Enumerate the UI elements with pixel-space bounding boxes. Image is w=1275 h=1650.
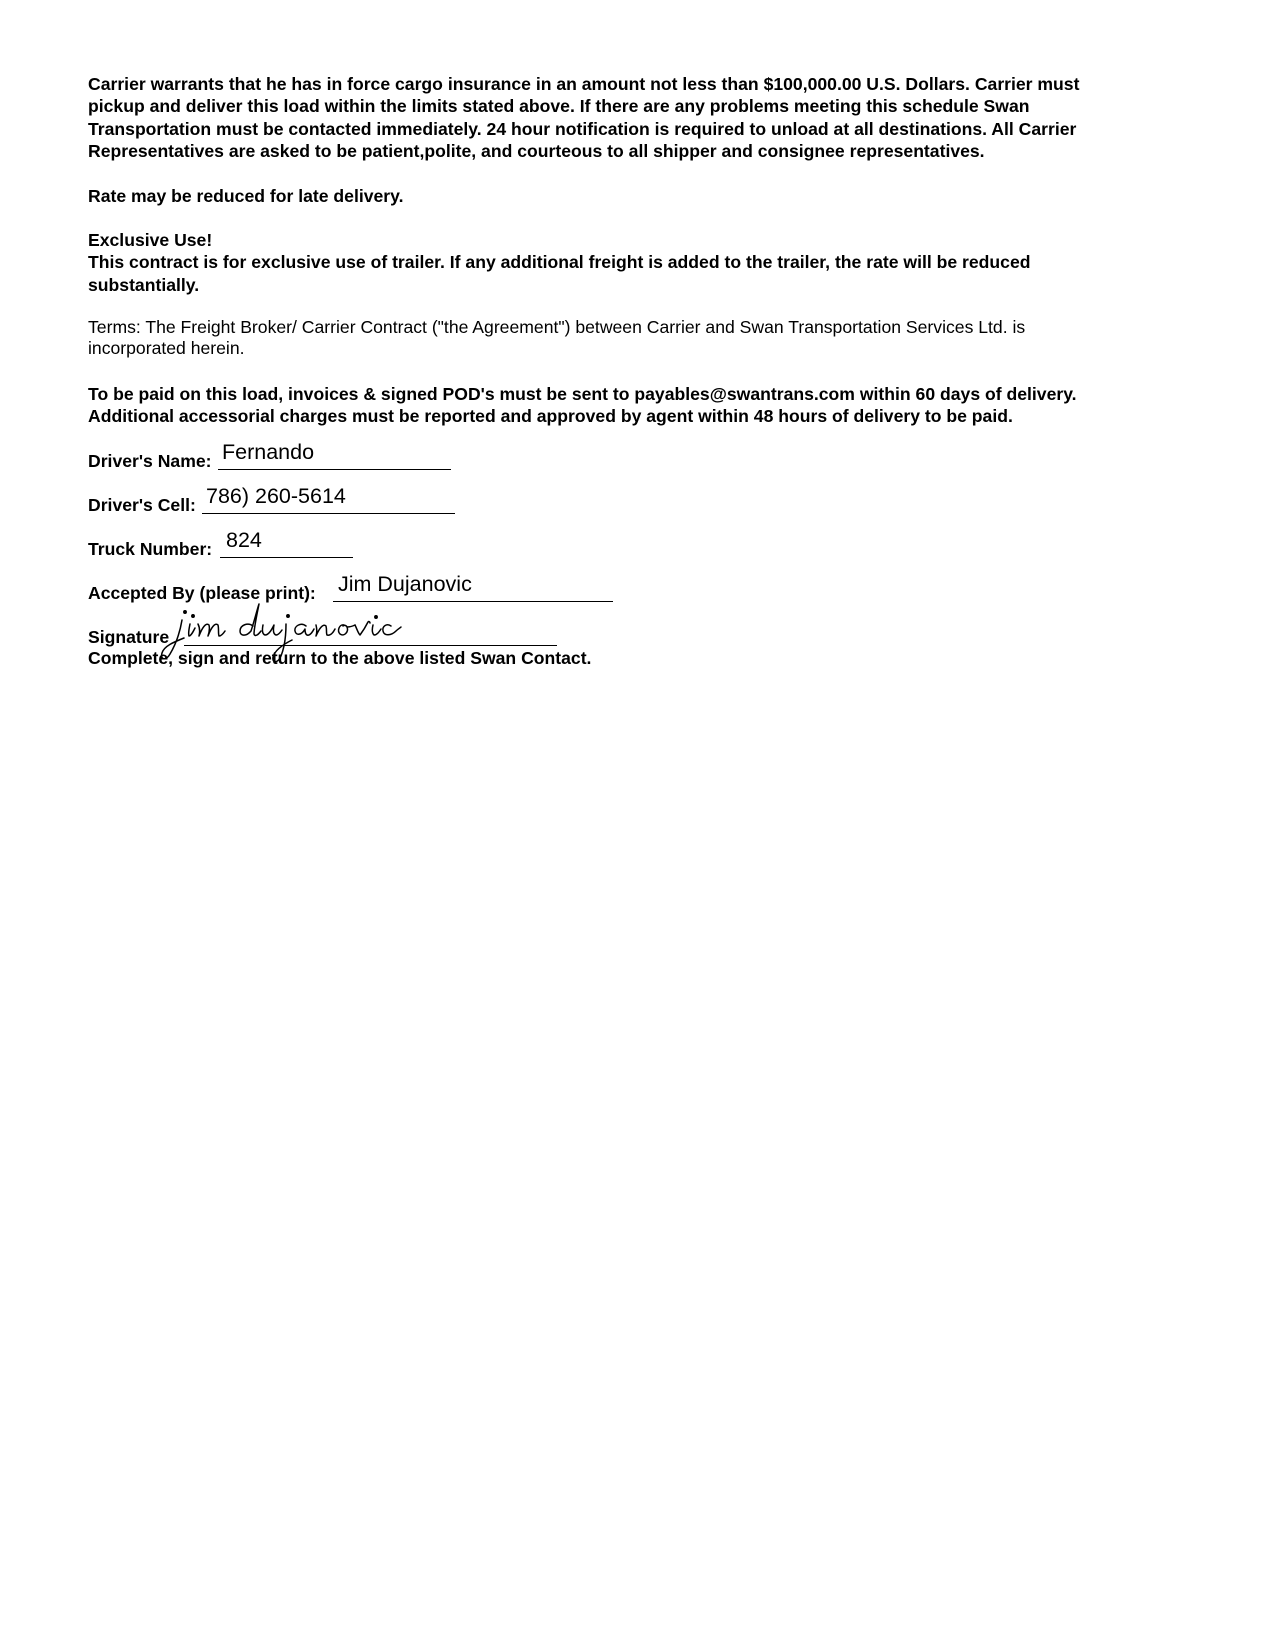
driver-name-label: Driver's Name: <box>88 451 212 471</box>
exclusive-use-section <box>88 229 1198 296</box>
accepted-by-label: Accepted By (please print): <box>88 583 316 603</box>
truck-number-value[interactable]: 824 <box>226 528 262 552</box>
insurance-line: Representatives are asked to be patient,polite, and courteous to all shipper and consignee representatives. <box>88 140 985 161</box>
signature-field <box>88 618 568 648</box>
insurance-line: pickup and deliver this load within the limits stated above. If there are any problems meeting this schedule Swan <box>88 96 1030 117</box>
exclusive-use-line: This contract is for exclusive use of trailer. If any additional freight is added to the trailer, the rate will be reduced <box>88 252 1031 273</box>
truck-number-label: Truck Number: <box>88 539 213 559</box>
closing-instruction: Complete, sign and return to the above listed Swan Contact. <box>88 648 592 668</box>
insurance-paragraph <box>88 73 1198 162</box>
payment-line: Additional accessorial charges must be reported and approved by agent within 48 hours of delivery to be paid. <box>88 406 1013 427</box>
insurance-line: Transportation must be contacted immediately. 24 hour notification is required to unload at all destinations. All Carrier <box>88 118 1077 139</box>
terms-paragraph <box>88 317 1198 359</box>
terms-line: incorporated herein. <box>88 338 245 358</box>
exclusive-use-heading: Exclusive Use! <box>88 230 213 250</box>
insurance-line: Carrier warrants that he has in force cargo insurance in an amount not less than $100,000.00 U.S. Dollars. Carrier must <box>88 74 1080 94</box>
terms-line: Terms: The Freight Broker/ Carrier Contract ("the Agreement") between Carrier and Swan Transportation Services Ltd. is <box>88 317 1026 337</box>
exclusive-use-line: substantially. <box>88 274 200 295</box>
payment-paragraph <box>88 383 1198 428</box>
driver-cell-underline <box>202 513 455 514</box>
truck-number-field <box>88 530 388 560</box>
driver-cell-field <box>88 486 468 516</box>
driver-cell-label: Driver's Cell: <box>88 495 196 515</box>
accepted-by-value[interactable]: Jim Dujanovic <box>338 572 472 596</box>
driver-name-underline <box>218 469 451 470</box>
driver-cell-value[interactable]: 786) 260-5614 <box>206 484 346 508</box>
driver-name-value[interactable]: Fernando <box>222 440 315 464</box>
payment-line: To be paid on this load, invoices & signed POD's must be sent to payables@swantrans.com within 60 days of delivery. <box>88 384 1077 404</box>
truck-number-underline <box>220 557 353 558</box>
late-delivery-text: Rate may be reduced for late delivery. <box>88 186 404 206</box>
signature-label: Signature <box>88 627 170 647</box>
driver-name-field <box>88 442 468 472</box>
